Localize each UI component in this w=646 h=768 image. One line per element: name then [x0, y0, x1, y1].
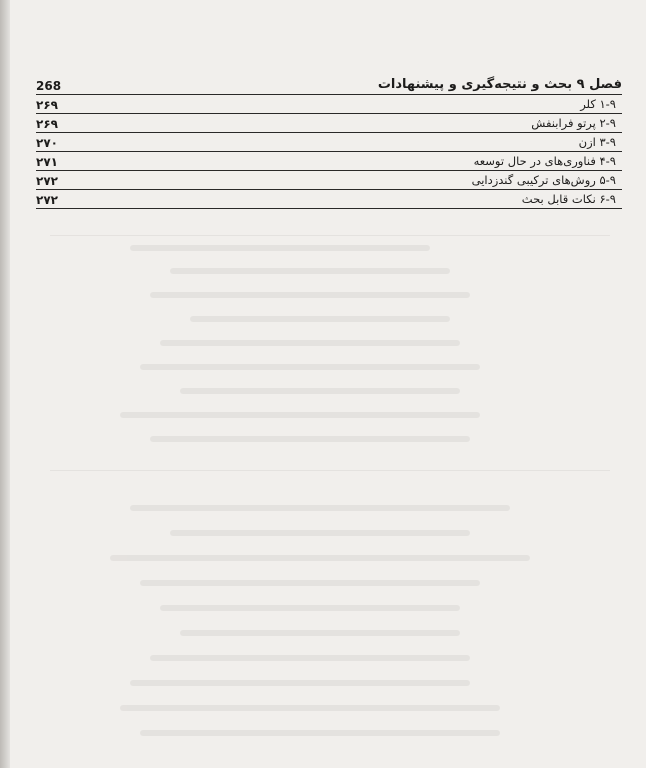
toc-entry-row[interactable] — [36, 115, 622, 134]
toc-entry-title: ۴-۹ فناوری‌های در حال توسعه — [473, 154, 616, 169]
toc-entry-underline — [36, 132, 622, 133]
toc-entry-row[interactable] — [36, 96, 622, 115]
toc-entry-title: ۶-۹ نکات قابل بحث — [521, 192, 616, 207]
toc-entry-row[interactable] — [36, 134, 622, 153]
toc-entry-title: ۳-۹ ازن — [578, 135, 616, 150]
toc-entry-page-number: ۲۷۰ — [36, 135, 58, 150]
toc-entry-underline — [36, 208, 622, 209]
toc-entry-underline — [36, 189, 622, 190]
toc-entry-page-number: ۲۶۹ — [36, 97, 58, 112]
toc-entry-underline — [36, 170, 622, 171]
toc-chapter-row[interactable] — [36, 74, 622, 96]
toc-entry-title: ۲-۹ پرتو فرابنفش — [531, 116, 616, 131]
document-page — [10, 0, 646, 768]
toc-entry-row[interactable] — [36, 172, 622, 191]
toc-entry-page-number: ۲۷۲ — [36, 173, 58, 188]
toc-entry-row[interactable] — [36, 191, 622, 210]
toc-entry-page-number: ۲۶۹ — [36, 116, 58, 131]
chapter-title: فصل ۹ بحث و نتیجه‌گیری و پیشنهادات — [377, 76, 622, 92]
toc-entry-page-number: ۲۷۱ — [36, 154, 58, 169]
toc-entry-row[interactable] — [36, 153, 622, 172]
chapter-underline — [36, 94, 622, 95]
toc-entry-title: ۱-۹ کلر — [580, 97, 616, 112]
toc-entry-page-number: ۲۷۲ — [36, 192, 58, 207]
page-edge-shadow — [0, 0, 10, 768]
table-of-contents — [36, 74, 622, 210]
toc-entry-title: ۵-۹ روش‌های ترکیبی گندزدایی — [471, 173, 616, 188]
toc-entry-underline — [36, 151, 622, 152]
chapter-page-number: 268 — [36, 78, 62, 93]
toc-entry-underline — [36, 113, 622, 114]
